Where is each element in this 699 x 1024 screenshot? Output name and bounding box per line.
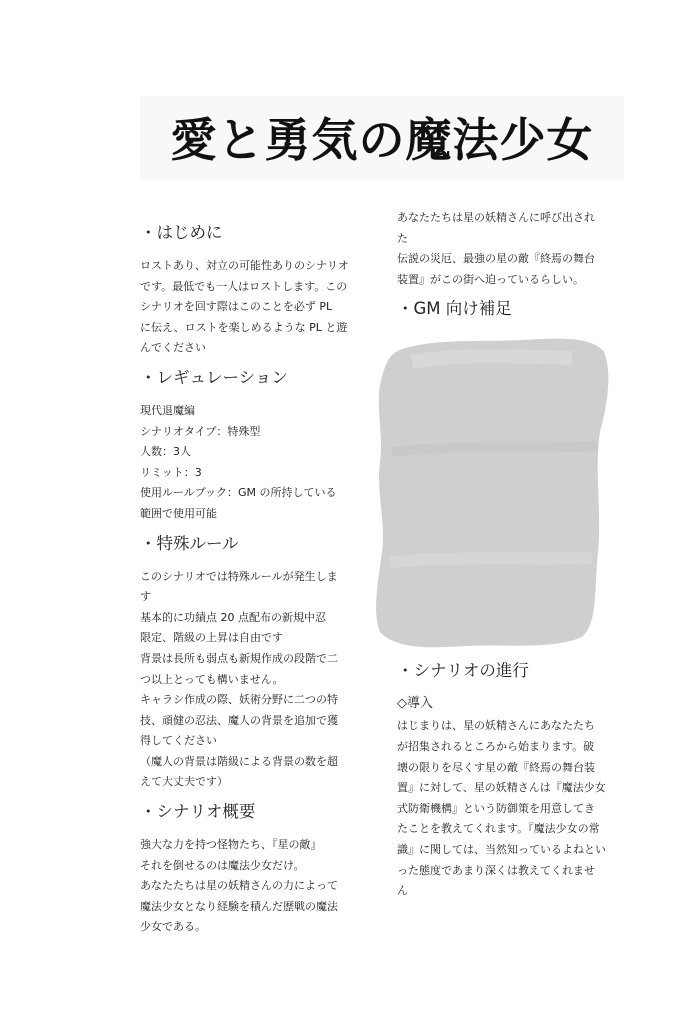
introduction-text: はじまりは、星の妖精さんにあなたたち が招集されるところから始まります。破 壊の限りを尽くす星の敵『終焉の舞台装 置』に対して、星の妖精さんは『魔法少女 式防衛機構』という防御策を用意してき たことを教えてくれます。『魔法少女の常 識』に関しては、当然知っているよねとい った態度であまり深くは教えてくれませ ん <box>397 719 606 898</box>
overview-text: 強大な力を持つ怪物たち、『星の敵』 それを倒せるのは魔法少女だけ。 あなたたちは星の妖精さんの力によって 魔法少女となり経験を積んだ歴戦の魔法 少女である。 <box>140 838 338 934</box>
section-heading-regulation: ・レギュレーション <box>140 367 288 387</box>
intro-text: ロストあり、対立の可能性ありのシナリオ です。最低でも一人はロストします。この シナリオを回す際はこのことを必ず PL に伝え、ロストを楽しめるような PL と遊 んでください <box>140 259 349 355</box>
redacted-area <box>372 332 612 652</box>
right-column <box>397 208 617 908</box>
section-heading-intro: ・はじめに <box>140 223 223 242</box>
section-heading-gm-notes: ・GM 向け補足 <box>397 299 512 319</box>
regulation-text: 現代退魔編 シナリオタイプ：特殊型 人数：3人 リミット：3 使用ルールブック：GM の所持している 範囲で使用可能 <box>140 403 337 520</box>
overview-continued-text: あなたたちは星の妖精さんに呼び出され た 伝説の災厄、最強の星の敵『終焉の舞台 装置』がこの街へ迫っているらしい。 <box>397 211 595 286</box>
special-rules-text: このシナリオでは特殊ルールが発生しま す 基本的に功績点 20 点配布の新規中忍 限定、階級の上昇は自由です 背景は長所も弱点も新規作成の段階で二 つ以上とっても構いません。 キャラシ作成の際、妖術分野に二つの特 技、頑健の忍法、魔人の背景を追加で獲 得してください （魔人の背景は階級による背景の数を超 えて大丈夫です） <box>140 569 338 789</box>
section-heading-progress: ・シナリオの進行 <box>397 661 529 681</box>
section-heading-special-rules: ・特殊ルール <box>140 533 239 553</box>
subheading-introduction: ◇導入 <box>397 696 433 712</box>
section-heading-overview: ・シナリオ概要 <box>140 802 256 822</box>
left-column <box>140 220 356 944</box>
page-title: 愛と勇気の魔法少女 <box>170 113 594 167</box>
redaction-blob-icon <box>372 332 612 652</box>
